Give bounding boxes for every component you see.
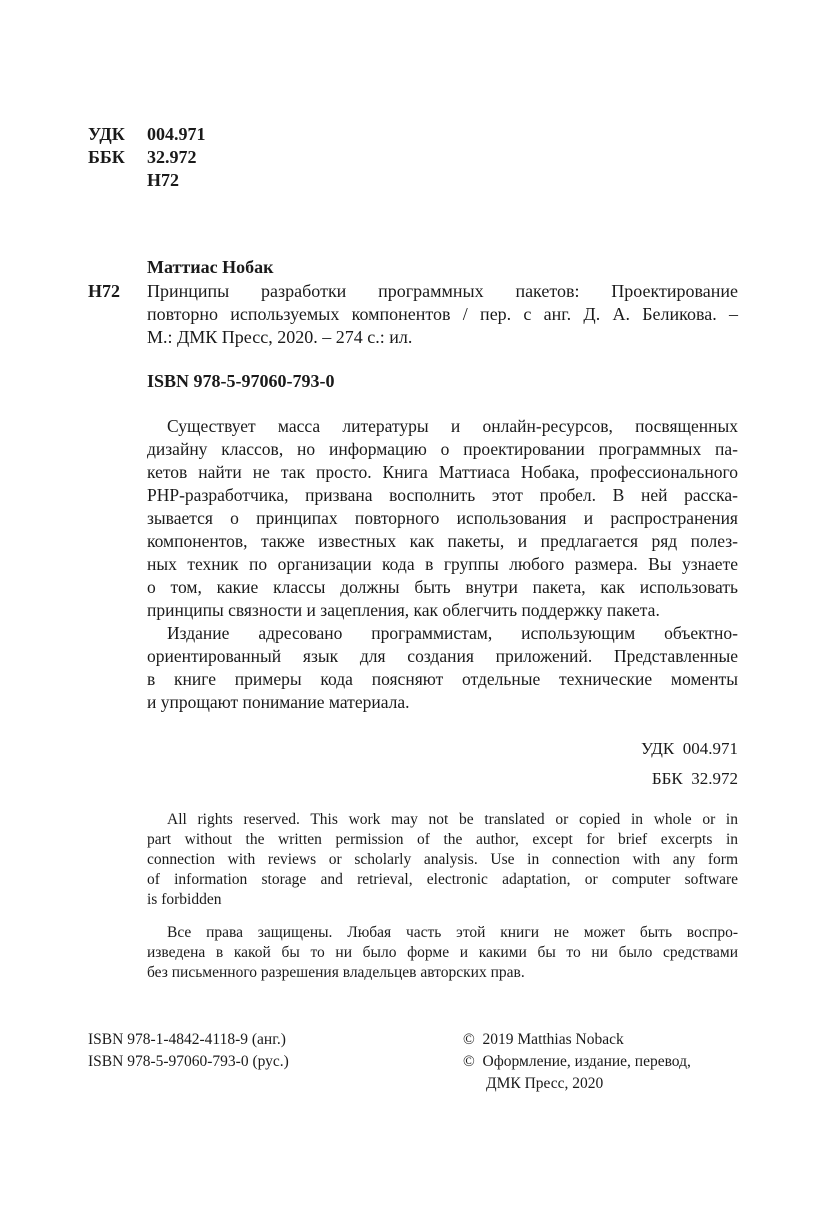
rights-line: без письменного разрешения владельцев авторских прав. [147, 964, 525, 981]
annotation-line: ных техник по организации кода в группы любого размера. Вы узнаете [147, 554, 738, 574]
annotation-line: Издание адресовано программистам, использующим объектно- [167, 623, 738, 643]
rights-line: Все права защищены. Любая часть этой книги не может быть воспро- [167, 924, 738, 941]
title-line-1: Принципы разработки программных пакетов: Проектирование [147, 281, 738, 301]
udk-label: УДК [88, 124, 125, 144]
title-line-2: повторно используемых компонентов / пер. с анг. Д. А. Беликова. – [147, 304, 738, 324]
isbn-english: ISBN 978-1-4842-4118-9 (анг.) [88, 1031, 286, 1048]
rights-line: is forbidden [147, 891, 222, 908]
entry-code-mark: Н72 [88, 281, 121, 301]
isbn-russian: ISBN 978-5-97060-793-0 (рус.) [88, 1053, 289, 1070]
author-name: Маттиас Нобак [147, 257, 274, 277]
udk-value: 004.971 [147, 124, 206, 144]
annotation-line: о том, какие классы должны быть внутри пакета, как использовать [147, 577, 738, 597]
rights-line: All rights reserved. This work may not be translated or copied in whole or in [167, 811, 738, 828]
annotation-line: ориентированный язык для создания приложений. Представленные [147, 646, 738, 666]
rights-line: part without the written permission of the author, except for brief excerpts in [147, 831, 738, 848]
annotation-line: зывается о принципах повторного использования и распространения [147, 508, 738, 528]
annotation-line: и упрощают понимание материала. [147, 692, 410, 712]
rights-line: of information storage and retrieval, electronic adaptation, or computer software [147, 871, 738, 888]
copyright-design: © Оформление, издание, перевод, [463, 1053, 691, 1070]
bbk-right: ББК 32.972 [651, 769, 738, 788]
annotation-line: PHP-разработчика, призвана восполнить этот пробел. В ней расска- [147, 485, 738, 505]
annotation-line: компонентов, также известных как пакеты, и предлагается ряд полез- [147, 531, 738, 551]
bbk-value: 32.972 [147, 147, 197, 167]
author-mark: Н72 [147, 170, 180, 190]
rights-line: изведена в какой бы то ни было форме и какими бы то ни было средствами [147, 944, 738, 961]
copyright-publisher: ДМК Пресс, 2020 [486, 1075, 604, 1092]
copyright-author: © 2019 Matthias Noback [463, 1031, 624, 1048]
rights-line: connection with reviews or scholarly analysis. Use in connection with any form [147, 851, 738, 868]
annotation-line: Существует масса литературы и онлайн-ресурсов, посвященных [167, 416, 738, 436]
annotation-line: принципы связности и зацепления, как облегчить поддержку пакета. [147, 600, 660, 620]
udk-right: УДК 004.971 [640, 739, 738, 758]
annotation-line: в книге примеры кода поясняют отдельные технические моменты [147, 669, 738, 689]
bbk-label: ББК [88, 147, 125, 167]
annotation-line: дизайну классов, но информацию о проектировании программных па- [147, 439, 738, 459]
title-line-3: М.: ДМК Пресс, 2020. – 274 с.: ил. [147, 327, 413, 347]
isbn-main: ISBN 978-5-97060-793-0 [147, 371, 335, 391]
annotation-line: кетов найти не так просто. Книга Маттиаса Нобака, профессионального [147, 462, 738, 482]
